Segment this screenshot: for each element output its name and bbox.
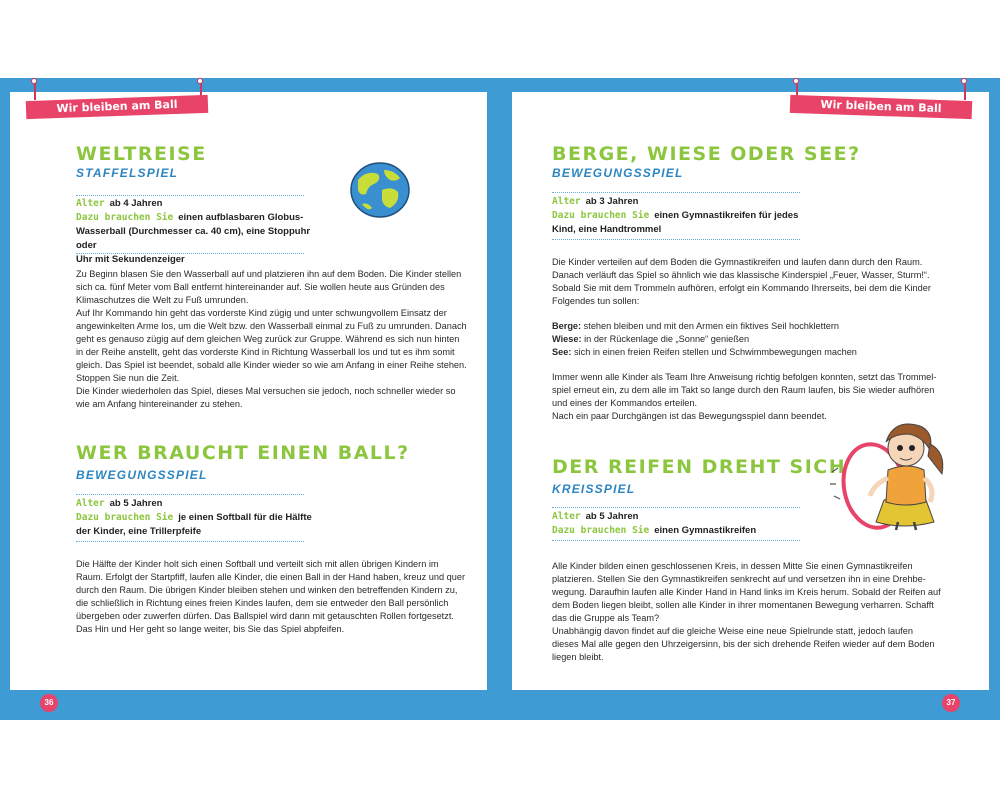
text-line: Alle Kinder bilden einen geschlossenen Kreis, in dessen Mitte Sie einen Gymnastikreifen (552, 561, 913, 571)
game-subtitle-weltreise: STAFFELSPIEL (76, 166, 179, 180)
need-line: einen Gymnastikreifen (654, 525, 757, 536)
need-label: Dazu brauchen Sie (76, 212, 174, 223)
command-term: Wiese: (552, 334, 582, 344)
page-number-left: 36 (40, 694, 58, 712)
text-line: Immer wenn alle Kinder als Team Ihre Anweisung richtig befolgen konnten, setzt das Trommel- (552, 372, 937, 382)
text-line: Raum. Erfolgt der Startpfiff, laufen alle Kinder, die einen Ball in der Hand haben, kreuz und quer (76, 572, 466, 582)
divider (552, 507, 800, 508)
text-line: Folgendes tun sollen: (552, 296, 640, 306)
need-label: Dazu brauchen Sie (76, 512, 174, 523)
text-line: und eines der Kommandos erteilen. (552, 398, 698, 408)
divider (76, 195, 304, 196)
command-text: stehen bleiben und mit den Armen ein fiktives Seil hochklettern (583, 321, 840, 331)
globe-icon (348, 160, 412, 220)
text-line: wegung. Daraufhin laufen alle Kinder Hand in Hand links im Kreis herum. Sobald der Reifen auf (552, 587, 941, 597)
game-info-weltreise (76, 197, 312, 267)
command-text: in der Rückenlage die „Sonne“ genießen (584, 334, 750, 344)
tab-string-right-b (964, 82, 966, 100)
game-info-berge (552, 195, 802, 237)
game-subtitle-berge: BEWEGUNGSSPIEL (552, 166, 684, 180)
age-label: Alter (76, 498, 105, 509)
game-text-reifen (552, 560, 962, 664)
text-line: Die Hälfte der Kinder holt sich einen Softball und verteilt sich mit allen übrigen Kindern im (76, 559, 439, 569)
text-line: die schließlich in Richtung eines freien Kindes laufen, dem sie entweder den Ball persönlich (76, 598, 449, 608)
need-line: Wasserball (Durchmesser ca. 40 cm), eine Stoppuhr oder (76, 226, 311, 251)
divider (552, 192, 800, 193)
game-info-reifen (552, 510, 802, 538)
need-line: je einen Softball für die Hälfte (178, 512, 312, 523)
game-title-wer-braucht: WER BRAUCHT EINEN BALL? (76, 442, 410, 464)
text-line: Unabhängig davon findet auf die gleiche Weise eine neue Spielrunde statt, jedoch laufen (552, 626, 913, 636)
age-label: Alter (552, 196, 581, 207)
need-line: einen aufblasbaren Globus- (178, 212, 304, 223)
text-line: Nach ein paar Durchgängen ist das Bewegungsspiel dann beendet. (552, 411, 827, 421)
age-value: ab 3 Jahren (585, 196, 639, 207)
text-line: platzieren. Stellen Sie den Gymnastikreifen senkrecht auf und versetzen ihn in eine Drehbe- (552, 574, 926, 584)
divider (552, 239, 800, 240)
text-line: wie am Anfang hintereinander zu stehen. (76, 399, 243, 409)
text-line: in der Reihe anstellt, geht das vorderste Kind in Richtung Wasserball los und tut es ihm somit (76, 347, 455, 357)
text-line: Zu Beginn blasen Sie den Wasserball auf und platzieren ihn auf dem Boden. Die Kinder stellen (76, 269, 462, 279)
divider (76, 541, 304, 542)
divider (552, 540, 800, 541)
game-text-wer-braucht (76, 558, 476, 636)
need-line: der Kinder, eine Trillerpfeife (76, 526, 202, 537)
text-line: Die Kinder wiederholen das Spiel, dieses Mal versuchen sie jedoch, noch schneller wieder so (76, 386, 456, 396)
game-text-weltreise (76, 268, 476, 411)
divider (76, 253, 304, 254)
page-number-right: 37 (942, 694, 960, 712)
game-title-reifen: DER REIFEN DREHT SICH (552, 456, 847, 478)
text-line: Die Kinder verteilen auf dem Boden die Gymnastikreifen und laufen dann durch den Raum. (552, 257, 923, 267)
text-line: geht es genauso zügig auf dem gleichen Weg zurück zur Gruppe. Während es sich nun hinten (76, 334, 460, 344)
need-label: Dazu brauchen Sie (552, 525, 650, 536)
command-term: Berge: (552, 321, 582, 331)
need-line: Uhr mit Sekundenzeiger (76, 254, 185, 265)
text-line: durch den Raum. Die übrigen Kinder bleiben stehen und winken den betreffenden Kindern zu, (76, 585, 458, 595)
command-line (552, 333, 962, 346)
text-line: spiel erneut ein, zu dem alle im Takt so lange durch den Raum laufen, bis Sie wieder aufhören (552, 385, 935, 395)
text-line: gleich. Das Spiel ist beendet, sobald alle Kinder wieder so wie am Anfang in einer Reihe stehen. (76, 360, 467, 370)
game-title-berge: BERGE, WIESE ODER SEE? (552, 143, 861, 165)
command-line (552, 320, 962, 333)
command-line (552, 346, 962, 359)
text-line: das die Gruppe als Team? (552, 613, 660, 623)
game-subtitle-wer-braucht: BEWEGUNGSSPIEL (76, 468, 208, 482)
need-line: einen Gymnastikreifen für jedes (654, 210, 799, 221)
child-with-hoop-illustration (826, 414, 956, 532)
text-line: dem Boden liegen bleibt, sollen alle Kinder in ihrer momentanen Bewegung verharren. Schafft (552, 600, 934, 610)
age-value: ab 5 Jahren (109, 498, 163, 509)
divider (76, 494, 304, 495)
age-label: Alter (552, 511, 581, 522)
text-line: angewinkelten Arme los, um die Welt bzw. den Wasserball einmal zu Fuß zu umrunden. Danach (76, 321, 467, 331)
command-text: sich in einen freien Reifen stellen und Schwimmbewegungen machen (573, 347, 857, 357)
text-line: sich ca. fünf Meter vom Ball entfernt hintereinander auf. Sie wollen heute aus Gründen des (76, 282, 445, 292)
need-label: Dazu brauchen Sie (552, 210, 650, 221)
text-line: liegen bleibt. (552, 652, 604, 662)
need-line: Kind, eine Handtrommel (552, 224, 662, 235)
game-subtitle-reifen: KREISSPIEL (552, 482, 636, 496)
text-line: Danach verläuft das Spiel so ähnlich wie das klassische Kinderspiel „Feuer, Wasser, Sturm!“. (552, 270, 930, 280)
text-line: dieses Mal alle gegen den Uhrzeigersinn, bis der sich drehende Reifen wieder auf dem Boden (552, 639, 935, 649)
game-info-wer-braucht (76, 497, 312, 539)
text-line: Auf Ihr Kommando hin geht das vorderste Kind zügig und unter schwungvollem Einsatz der (76, 308, 447, 318)
text-line: Stoppen Sie nun die Zeit. (76, 373, 180, 383)
age-value: ab 5 Jahren (585, 511, 639, 522)
age-label: Alter (76, 198, 105, 209)
game-title-weltreise: WELTREISE (76, 143, 207, 165)
text-line: Das Hin und Her geht so lange weiter, bis Sie das Spiel abpfeifen. (76, 624, 345, 634)
tab-string-left-a (34, 82, 36, 100)
text-line: Sobald Sie mit dem Trommeln aufhören, erfolgt ein Kommando Ihrerseits, bei dem die Kinder (552, 283, 931, 293)
game-text-berge (552, 256, 962, 423)
section-tab-left: Wir bleiben am Ball (26, 95, 209, 119)
command-term: See: (552, 347, 572, 357)
text-line: übergeben oder zuwerfen dürfen. Das Ballspiel wird dann mit getauschten Rollen fortgesetzt. (76, 611, 454, 621)
text-line: Klimaschutzes die Welt zu Fuß umrunden. (76, 295, 249, 305)
section-tab-right: Wir bleiben am Ball (790, 95, 973, 119)
age-value: ab 4 Jahren (109, 198, 163, 209)
